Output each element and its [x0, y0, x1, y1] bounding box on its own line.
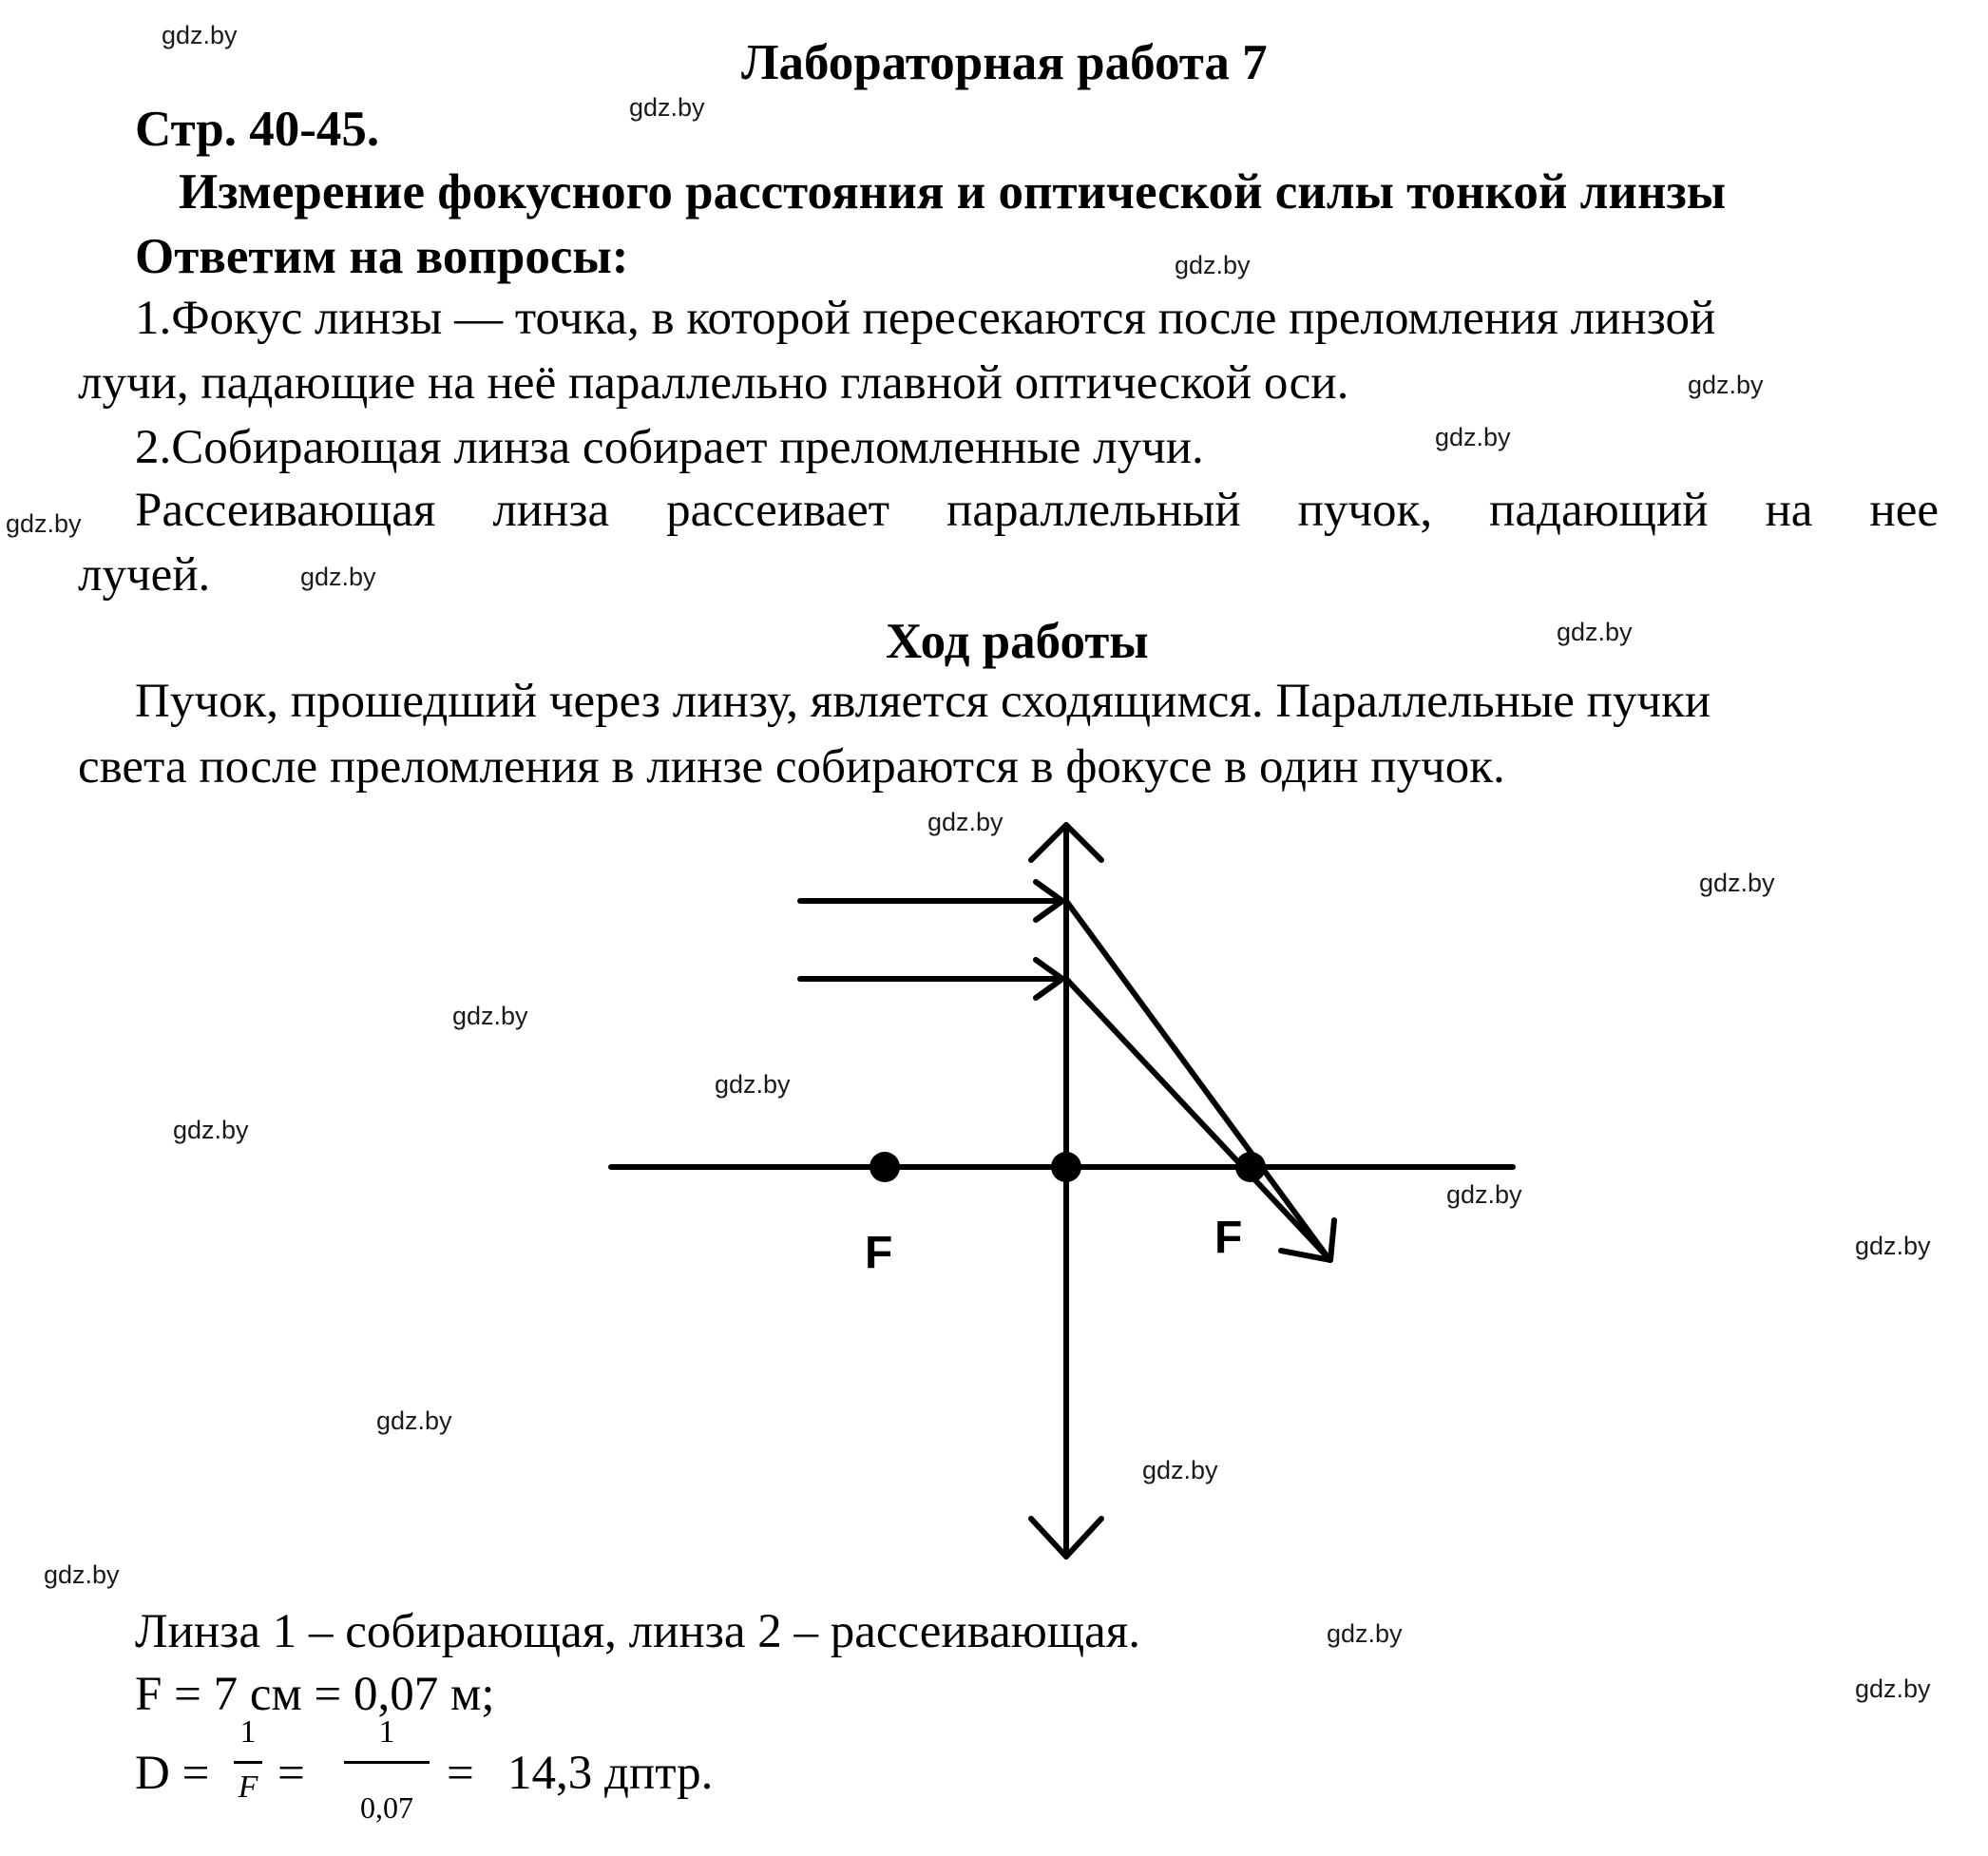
watermark: gdz.by: [1855, 1674, 1931, 1703]
watermark: gdz.by: [173, 1116, 249, 1144]
focus-point-left: [870, 1152, 900, 1182]
answer-3-line-1: Рассеивающая линза рассеивает параллельный пучок, падающий на нее: [135, 484, 1939, 537]
watermark: gdz.by: [715, 1070, 791, 1099]
watermark: gdz.by: [1688, 371, 1764, 399]
watermark: gdz.by: [927, 808, 1004, 836]
watermark: gdz.by: [1557, 618, 1633, 646]
page-title: Лабораторная работа 7: [741, 35, 1268, 90]
watermark: gdz.by: [1699, 869, 1775, 897]
answer-1-line-2: лучи, падающие на неё параллельно главной оптической оси.: [78, 356, 1349, 410]
lens-center-point: [1051, 1152, 1081, 1182]
watermark: gdz.by: [452, 1002, 528, 1030]
watermark: gdz.by: [376, 1406, 452, 1435]
work-topic: Измерение фокусного расстояния и оптической силы тонкой линзы: [179, 164, 1727, 220]
answer-1-line-1: 1.Фокус линзы — точка, в которой пересекаются после преломления линзой: [135, 292, 1716, 345]
fraction-1-bar: [234, 1761, 262, 1764]
watermark: gdz.by: [1855, 1232, 1931, 1260]
procedure-line-2: света после преломления в линзе собираются в фокусе в один пучок.: [78, 740, 1505, 794]
focus-point-right: [1235, 1152, 1266, 1182]
focal-length-line: F = 7 см = 0,07 м;: [135, 1668, 495, 1721]
focus-label-right: F: [1214, 1213, 1243, 1263]
answers-heading: Ответим на вопросы:: [135, 229, 629, 284]
formula-equals-2: =: [447, 1747, 474, 1800]
lens-types-line: Линза 1 – собирающая, линза 2 – рассеивающая.: [135, 1605, 1140, 1658]
answer-3-line-2: лучей.: [78, 548, 211, 602]
answer-2-line-1: 2.Собирающая линза собирает преломленные лучи.: [135, 421, 1204, 474]
page-range: Стр. 40-45.: [135, 102, 380, 157]
watermark: gdz.by: [1175, 251, 1251, 279]
watermark: gdz.by: [629, 93, 705, 122]
fraction-1-numerator: 1: [239, 1714, 257, 1750]
refracted-ray-1: [1066, 901, 1329, 1258]
fraction-2-numerator: 1: [378, 1714, 395, 1750]
fraction-1-denominator: F: [238, 1770, 258, 1805]
watermark: gdz.by: [1142, 1456, 1218, 1484]
formula-lhs: D =: [135, 1747, 210, 1800]
procedure-line-1: Пучок, прошедший через линзу, является сходящимся. Параллельные пучки: [135, 675, 1711, 728]
formula-equals-1: =: [277, 1747, 305, 1800]
watermark: gdz.by: [1446, 1180, 1522, 1209]
watermark: gdz.by: [1435, 423, 1511, 451]
focus-label-left: F: [865, 1228, 893, 1278]
fraction-2-denominator: 0,07: [360, 1790, 413, 1825]
watermark: gdz.by: [300, 563, 376, 591]
watermark: gdz.by: [162, 21, 238, 49]
watermark: gdz.by: [44, 1560, 120, 1589]
watermark: gdz.by: [1327, 1619, 1403, 1648]
formula-result: 14,3 дптр.: [507, 1747, 714, 1800]
refracted-ray-2: [1066, 979, 1329, 1258]
watermark: gdz.by: [6, 509, 82, 538]
procedure-heading: Ход работы: [886, 614, 1149, 669]
fraction-2-bar: [344, 1761, 430, 1764]
